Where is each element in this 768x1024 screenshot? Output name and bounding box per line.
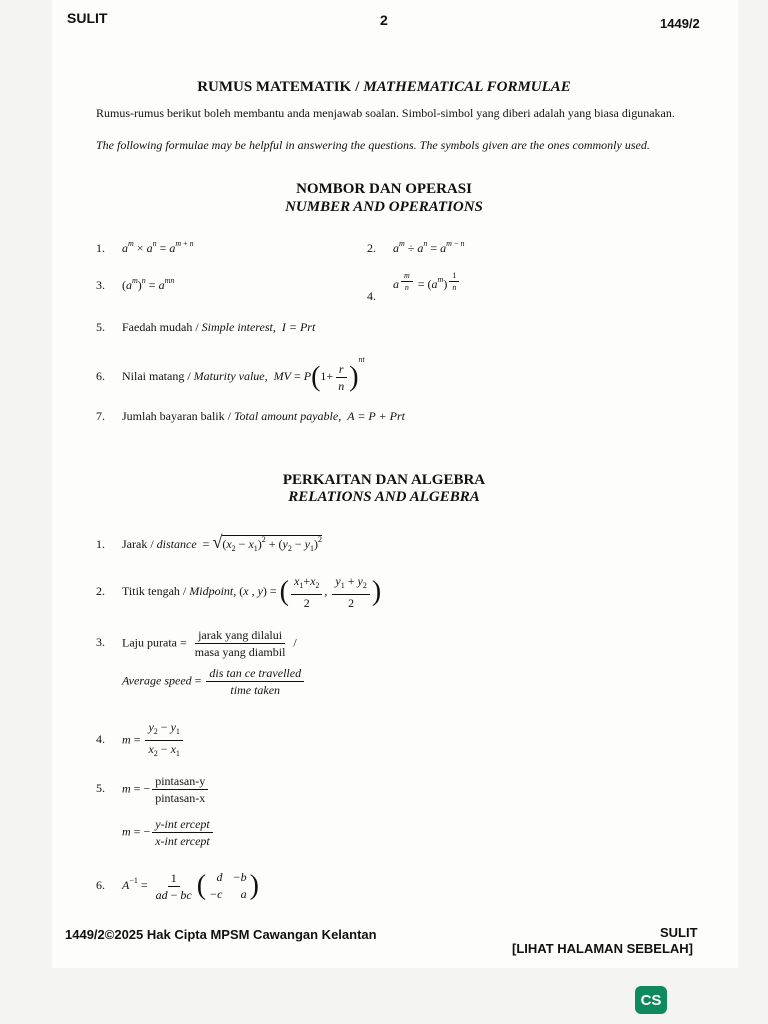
- intro-ms: Rumus-rumus berikut boleh membantu anda menjawab soalan. Simbol-simbol yang diberi adalah yang biasa digunakan.: [96, 106, 675, 120]
- section1-title-en: NUMBER AND OPERATIONS: [285, 199, 483, 215]
- section2-title-ms: PERKAITAN DAN ALGEBRA: [282, 472, 486, 488]
- formula-total-amount-payable: 7. Jumlah bayaran balik / Total amount payable, A = P + Prt: [96, 409, 405, 423]
- title-sep: /: [355, 79, 360, 95]
- formula-distance: 1. Jarak / distance = $√(x_2 - x_1)^2 + (y_2 - y_1)^2$: [96, 532, 322, 553]
- page-number: 2: [380, 12, 388, 28]
- paper-code: 1449/2: [660, 16, 700, 31]
- camscanner-logo-icon: CS: [635, 986, 667, 1014]
- page-title: [0, 78, 768, 96]
- title-ms: RUMUS MATEMATIK: [197, 79, 352, 95]
- footer-next-page: [LIHAT HALAMAN SEBELAH]: [512, 941, 694, 956]
- formula-average-speed-ms: 3. Laju purata = $\frac{\text{jarak yang dilalui}}{\text{masa yang diambil}}$ /: [96, 628, 297, 659]
- formula-average-speed-en: Average speed = $\frac{\text{dis tan ce travelled}}{\text{time taken}}$: [122, 666, 306, 697]
- formula-index-law-1: 1. $a^m \times a^n = a^{m + n}$: [96, 239, 194, 255]
- title-en: MATHEMATICAL FORMULAE: [363, 79, 571, 95]
- intro-en: The following formulae may be helpful in answering the questions. The symbols given are the ones commonly used.: [96, 138, 650, 152]
- header-sulit: SULIT: [67, 10, 108, 26]
- section2-title-en: RELATIONS AND ALGEBRA: [288, 489, 480, 505]
- formula-inverse-matrix: 6. $A^{-1}$ = $\frac{1}{ad - bc}$ ( d −b −c a ): [96, 870, 259, 902]
- formula-gradient-intercept-en: m = − $\frac{\text{y-int ercept}}{\text{x-int ercept}}$: [122, 817, 215, 848]
- formula-simple-interest: 5. Faedah mudah / Simple interest, I = Prt: [96, 320, 316, 334]
- formula-gradient: 4. m = $\frac{y_2 - y_1}{x_2 - x_1}$: [96, 720, 185, 761]
- formula-maturity-value: 6. Nilai matang / Maturity value, MV = P(1+ $\frac{r}{n}$ )$^{nt}$: [96, 355, 365, 393]
- footer-copyright: 1449/2©2025 Hak Cipta MPSM Cawangan Kelantan: [65, 927, 377, 942]
- formula-index-law-2: 2. $a^m \div a^n = a^{m - n}$: [367, 239, 465, 255]
- formula-midpoint: 2. Titik tengah / Midpoint, (x , y) = ( $\frac{x_1+x_2}{2}$ , $\frac{y_1 + y_2}{2}$ ): [96, 574, 382, 610]
- formula-index-law-4: 4.a $\frac{m}{n}$ = $(a^m)$ $\frac{1}{n}$: [367, 271, 461, 304]
- formula-gradient-intercept-ms: 5. m = − $\frac{\text{pintasan-y}}{\text{pintasan-x}}$: [96, 774, 210, 805]
- footer-sulit: SULIT: [660, 925, 698, 940]
- section1-title-ms: NOMBOR DAN OPERASI: [296, 181, 472, 197]
- formula-index-law-3: 3. $(a^m)^n = a^{mn}$: [96, 276, 175, 292]
